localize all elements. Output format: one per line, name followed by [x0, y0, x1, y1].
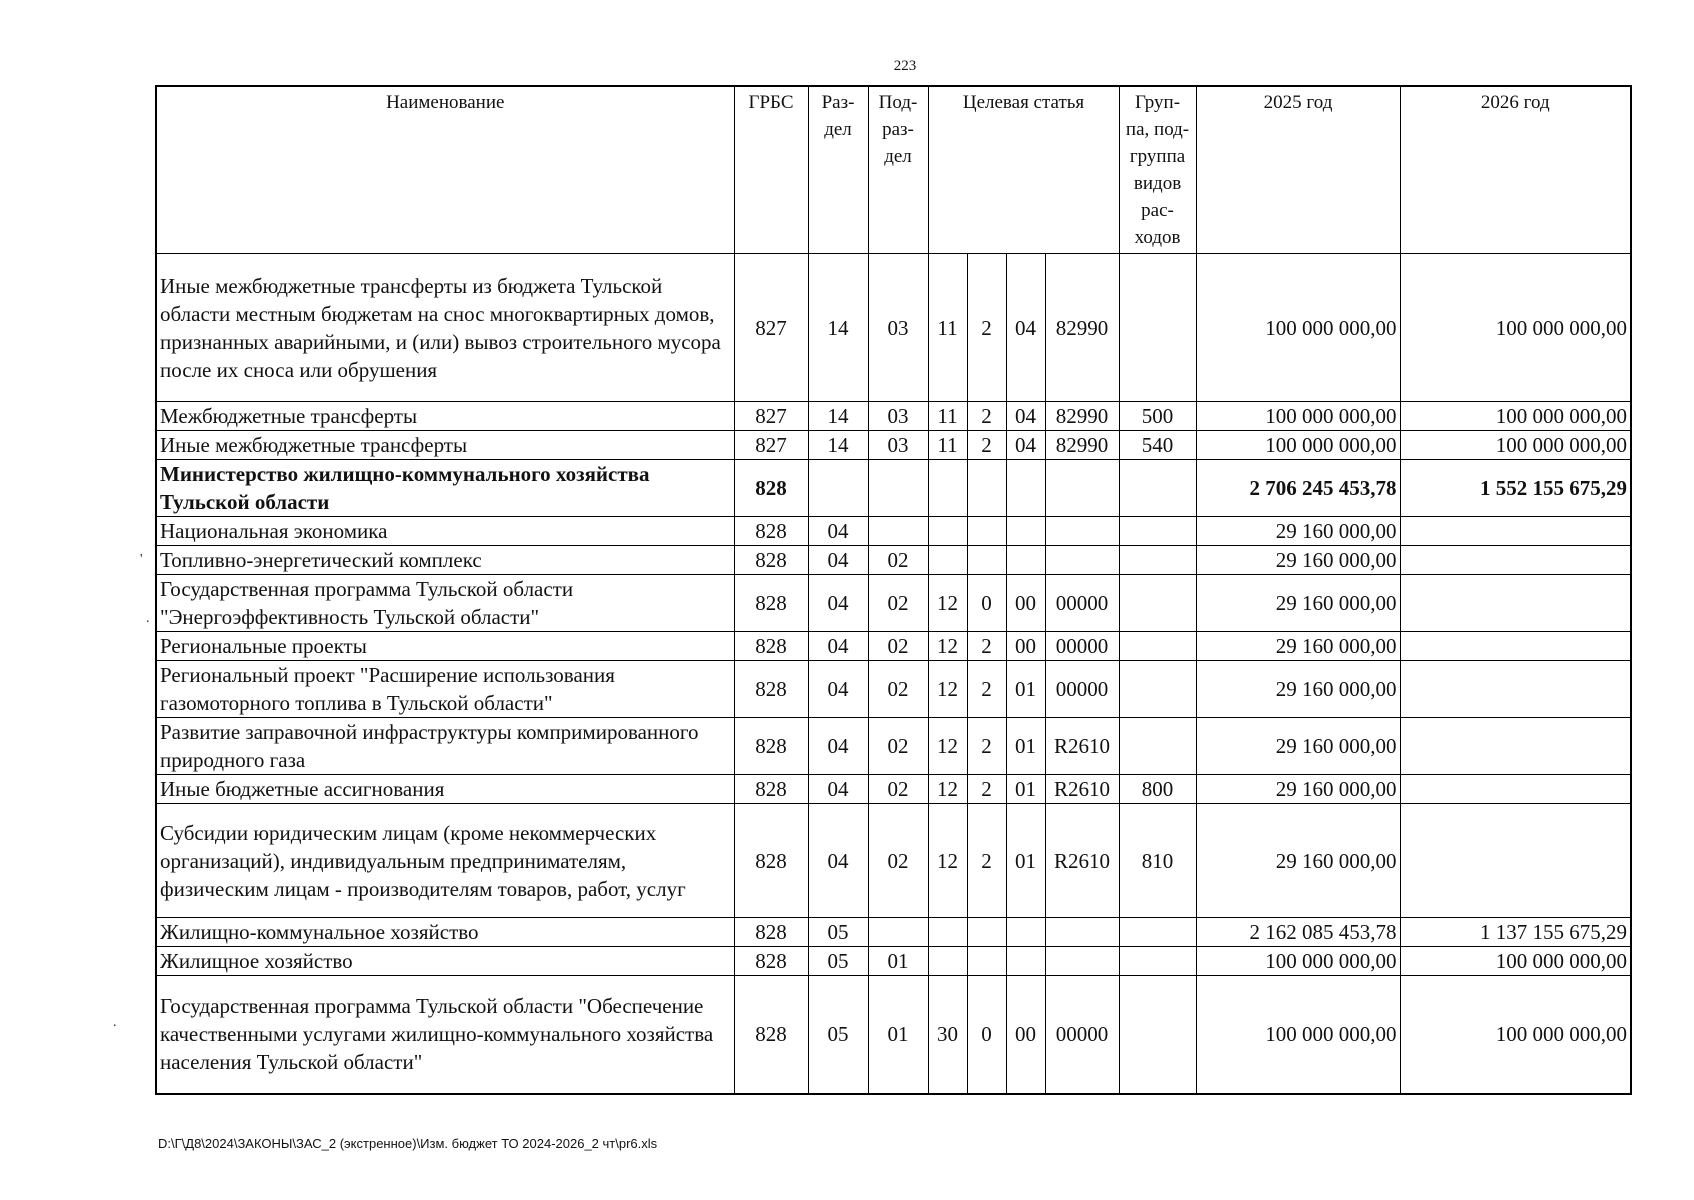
scan-mark: .: [146, 611, 150, 626]
cell-t1: [928, 947, 967, 976]
cell-y2025: 29 160 000,00: [1196, 661, 1400, 718]
cell-t2: 2: [967, 632, 1006, 661]
cell-name: Иные бюджетные ассигнования: [156, 775, 734, 804]
cell-group: [1119, 661, 1196, 718]
cell-t4: R2610: [1045, 775, 1119, 804]
table-row: [156, 718, 1631, 775]
cell-t4: 00000: [1045, 632, 1119, 661]
cell-name: Государственная программа Тульской области "Обеспечение качественными услугами жилищно-коммунального хозяйства населения Тульской области": [156, 976, 734, 1094]
cell-t4: R2610: [1045, 804, 1119, 918]
cell-podrazdel: 03: [868, 431, 928, 460]
cell-name: Жилищное хозяйство: [156, 947, 734, 976]
cell-group: [1119, 976, 1196, 1094]
cell-t4: R2610: [1045, 718, 1119, 775]
cell-y2025: 29 160 000,00: [1196, 804, 1400, 918]
cell-podrazdel: 01: [868, 976, 928, 1094]
cell-razdel: 14: [808, 431, 868, 460]
cell-y2026: [1400, 804, 1631, 918]
cell-podrazdel: [868, 517, 928, 546]
cell-razdel: 04: [808, 517, 868, 546]
header-subsection: Под- раз- дел: [868, 86, 928, 254]
cell-t2: [967, 460, 1006, 517]
cell-name: Национальная экономика: [156, 517, 734, 546]
cell-t3: [1006, 947, 1045, 976]
cell-razdel: 04: [808, 575, 868, 632]
cell-group: [1119, 517, 1196, 546]
cell-t2: 2: [967, 431, 1006, 460]
cell-name: Государственная программа Тульской области "Энергоэффективность Тульской области": [156, 575, 734, 632]
cell-group: 540: [1119, 431, 1196, 460]
cell-t1: 12: [928, 718, 967, 775]
cell-t3: 00: [1006, 632, 1045, 661]
cell-grbs: 827: [734, 431, 808, 460]
cell-name: Субсидии юридическим лицам (кроме некоммерческих организаций), индивидуальным предпринимателям, физическим лицам - производителям товаров, работ, услуг: [156, 804, 734, 918]
cell-t3: 01: [1006, 718, 1045, 775]
cell-t2: 2: [967, 775, 1006, 804]
scan-mark: ': [140, 552, 143, 567]
cell-t3: [1006, 918, 1045, 947]
cell-grbs: 827: [734, 254, 808, 402]
cell-y2026: 100 000 000,00: [1400, 254, 1631, 402]
cell-t4: [1045, 918, 1119, 947]
table-row: [156, 947, 1631, 976]
table-row: [156, 804, 1631, 918]
cell-y2025: 29 160 000,00: [1196, 775, 1400, 804]
cell-group: 500: [1119, 402, 1196, 431]
cell-y2025: 29 160 000,00: [1196, 718, 1400, 775]
cell-t1: [928, 460, 967, 517]
cell-t3: 01: [1006, 661, 1045, 718]
cell-grbs: 828: [734, 775, 808, 804]
header-group: Груп- па, под- группа видов рас- ходов: [1119, 86, 1196, 254]
cell-t4: 82990: [1045, 431, 1119, 460]
table-body: [156, 254, 1631, 1094]
cell-y2026: [1400, 775, 1631, 804]
file-path-footer: D:\Г\Д8\2024\ЗАКОНЫ\ЗАС_2 (экстренное)\Изм. бюджет ТО 2024-2026_2 чт\pr6.xls: [158, 1136, 658, 1151]
cell-t1: [928, 517, 967, 546]
cell-razdel: 04: [808, 775, 868, 804]
cell-grbs: 828: [734, 632, 808, 661]
cell-y2026: [1400, 632, 1631, 661]
cell-grbs: 828: [734, 718, 808, 775]
cell-name: Региональный проект "Расширение использования газомоторного топлива в Тульской области": [156, 661, 734, 718]
cell-t4: [1045, 517, 1119, 546]
cell-name: Региональные проекты: [156, 632, 734, 661]
cell-t2: 2: [967, 254, 1006, 402]
cell-y2026: 1 137 155 675,29: [1400, 918, 1631, 947]
cell-group: 800: [1119, 775, 1196, 804]
table-row: [156, 460, 1631, 517]
cell-podrazdel: 03: [868, 254, 928, 402]
cell-t1: 30: [928, 976, 967, 1094]
cell-razdel: 05: [808, 947, 868, 976]
cell-grbs: 828: [734, 804, 808, 918]
cell-t1: 11: [928, 254, 967, 402]
cell-y2026: 100 000 000,00: [1400, 431, 1631, 460]
cell-podrazdel: 02: [868, 546, 928, 575]
cell-t3: 04: [1006, 254, 1045, 402]
cell-t2: [967, 947, 1006, 976]
cell-name: Иные межбюджетные трансферты из бюджета Тульской области местным бюджетам на снос многоквартирных домов, признанных аварийными, и (или) вывоз строительного мусора после их сноса или обрушения: [156, 254, 734, 402]
cell-t1: [928, 546, 967, 575]
cell-name: Министерство жилищно-коммунального хозяйства Тульской области: [156, 460, 734, 517]
cell-t3: 04: [1006, 402, 1045, 431]
cell-group: [1119, 546, 1196, 575]
cell-podrazdel: 02: [868, 804, 928, 918]
cell-t3: [1006, 517, 1045, 546]
cell-group: [1119, 460, 1196, 517]
cell-t1: 12: [928, 661, 967, 718]
cell-y2026: [1400, 718, 1631, 775]
cell-t3: 01: [1006, 775, 1045, 804]
header-name: Наименование: [156, 86, 734, 254]
cell-t2: [967, 517, 1006, 546]
cell-razdel: 04: [808, 546, 868, 575]
cell-t4: 82990: [1045, 402, 1119, 431]
cell-t3: [1006, 460, 1045, 517]
cell-group: [1119, 918, 1196, 947]
table-row: [156, 575, 1631, 632]
cell-t3: 00: [1006, 976, 1045, 1094]
cell-y2025: 100 000 000,00: [1196, 976, 1400, 1094]
cell-t4: [1045, 546, 1119, 575]
cell-group: [1119, 632, 1196, 661]
cell-razdel: 04: [808, 718, 868, 775]
cell-group: [1119, 718, 1196, 775]
cell-razdel: 05: [808, 976, 868, 1094]
cell-t2: 2: [967, 402, 1006, 431]
cell-podrazdel: 03: [868, 402, 928, 431]
cell-y2025: 100 000 000,00: [1196, 947, 1400, 976]
cell-podrazdel: 02: [868, 661, 928, 718]
cell-t1: 12: [928, 804, 967, 918]
cell-t2: 2: [967, 661, 1006, 718]
cell-t4: [1045, 460, 1119, 517]
header-2026: 2026 год: [1400, 86, 1631, 254]
cell-t1: 12: [928, 575, 967, 632]
cell-name: Топливно-энергетический комплекс: [156, 546, 734, 575]
cell-group: 810: [1119, 804, 1196, 918]
cell-y2025: 100 000 000,00: [1196, 402, 1400, 431]
table-header-row: [156, 86, 1631, 254]
cell-group: [1119, 254, 1196, 402]
cell-t4: [1045, 947, 1119, 976]
table-row: [156, 775, 1631, 804]
header-section: Раз- дел: [808, 86, 868, 254]
cell-t3: 00: [1006, 575, 1045, 632]
cell-razdel: 04: [808, 804, 868, 918]
cell-grbs: 828: [734, 976, 808, 1094]
cell-razdel: 04: [808, 661, 868, 718]
scan-mark: .: [113, 1015, 117, 1030]
table-row: [156, 517, 1631, 546]
cell-podrazdel: 02: [868, 632, 928, 661]
cell-name: Жилищно-коммунальное хозяйство: [156, 918, 734, 947]
cell-y2026: 100 000 000,00: [1400, 402, 1631, 431]
cell-y2025: 2 162 085 453,78: [1196, 918, 1400, 947]
cell-podrazdel: [868, 918, 928, 947]
cell-t2: 2: [967, 718, 1006, 775]
cell-t3: 04: [1006, 431, 1045, 460]
cell-t1: [928, 918, 967, 947]
cell-group: [1119, 947, 1196, 976]
cell-grbs: 828: [734, 575, 808, 632]
cell-t2: [967, 918, 1006, 947]
cell-grbs: 827: [734, 402, 808, 431]
cell-name: Развитие заправочной инфраструктуры компримированного природного газа: [156, 718, 734, 775]
cell-t3: 01: [1006, 804, 1045, 918]
cell-y2025: 2 706 245 453,78: [1196, 460, 1400, 517]
header-target: Целевая статья: [928, 86, 1119, 254]
cell-razdel: 05: [808, 918, 868, 947]
cell-t1: 12: [928, 632, 967, 661]
cell-podrazdel: 01: [868, 947, 928, 976]
cell-t2: [967, 546, 1006, 575]
table-row: [156, 918, 1631, 947]
cell-y2026: [1400, 517, 1631, 546]
cell-podrazdel: 02: [868, 775, 928, 804]
cell-grbs: 828: [734, 918, 808, 947]
cell-t4: 00000: [1045, 976, 1119, 1094]
cell-razdel: 14: [808, 402, 868, 431]
cell-y2025: 29 160 000,00: [1196, 632, 1400, 661]
cell-y2026: [1400, 575, 1631, 632]
table-row: [156, 546, 1631, 575]
cell-t1: 11: [928, 431, 967, 460]
cell-y2026: [1400, 546, 1631, 575]
cell-y2025: 100 000 000,00: [1196, 254, 1400, 402]
header-grbs: ГРБС: [734, 86, 808, 254]
cell-y2025: 100 000 000,00: [1196, 431, 1400, 460]
cell-t2: 2: [967, 804, 1006, 918]
cell-y2026: [1400, 661, 1631, 718]
cell-t2: 0: [967, 575, 1006, 632]
cell-y2025: 29 160 000,00: [1196, 546, 1400, 575]
cell-razdel: 14: [808, 254, 868, 402]
cell-y2025: 29 160 000,00: [1196, 517, 1400, 546]
cell-t1: 12: [928, 775, 967, 804]
table-row: [156, 254, 1631, 402]
cell-podrazdel: 02: [868, 718, 928, 775]
table-row: [156, 632, 1631, 661]
cell-t4: 82990: [1045, 254, 1119, 402]
cell-y2026: 100 000 000,00: [1400, 947, 1631, 976]
cell-t4: 00000: [1045, 661, 1119, 718]
cell-t4: 00000: [1045, 575, 1119, 632]
cell-podrazdel: [868, 460, 928, 517]
page-number: 223: [893, 58, 917, 74]
cell-group: [1119, 575, 1196, 632]
cell-podrazdel: 02: [868, 575, 928, 632]
cell-t2: 0: [967, 976, 1006, 1094]
cell-t1: 11: [928, 402, 967, 431]
table-row: [156, 431, 1631, 460]
cell-grbs: 828: [734, 661, 808, 718]
table-row: [156, 402, 1631, 431]
cell-y2026: 1 552 155 675,29: [1400, 460, 1631, 517]
cell-grbs: 828: [734, 546, 808, 575]
cell-name: Иные межбюджетные трансферты: [156, 431, 734, 460]
table-row: [156, 661, 1631, 718]
cell-grbs: 828: [734, 517, 808, 546]
budget-table: [155, 85, 1632, 1095]
cell-y2025: 29 160 000,00: [1196, 575, 1400, 632]
cell-grbs: 828: [734, 947, 808, 976]
table-row: [156, 976, 1631, 1094]
cell-t3: [1006, 546, 1045, 575]
cell-razdel: [808, 460, 868, 517]
cell-y2026: 100 000 000,00: [1400, 976, 1631, 1094]
cell-razdel: 04: [808, 632, 868, 661]
cell-name: Межбюджетные трансферты: [156, 402, 734, 431]
cell-grbs: 828: [734, 460, 808, 517]
header-2025: 2025 год: [1196, 86, 1400, 254]
